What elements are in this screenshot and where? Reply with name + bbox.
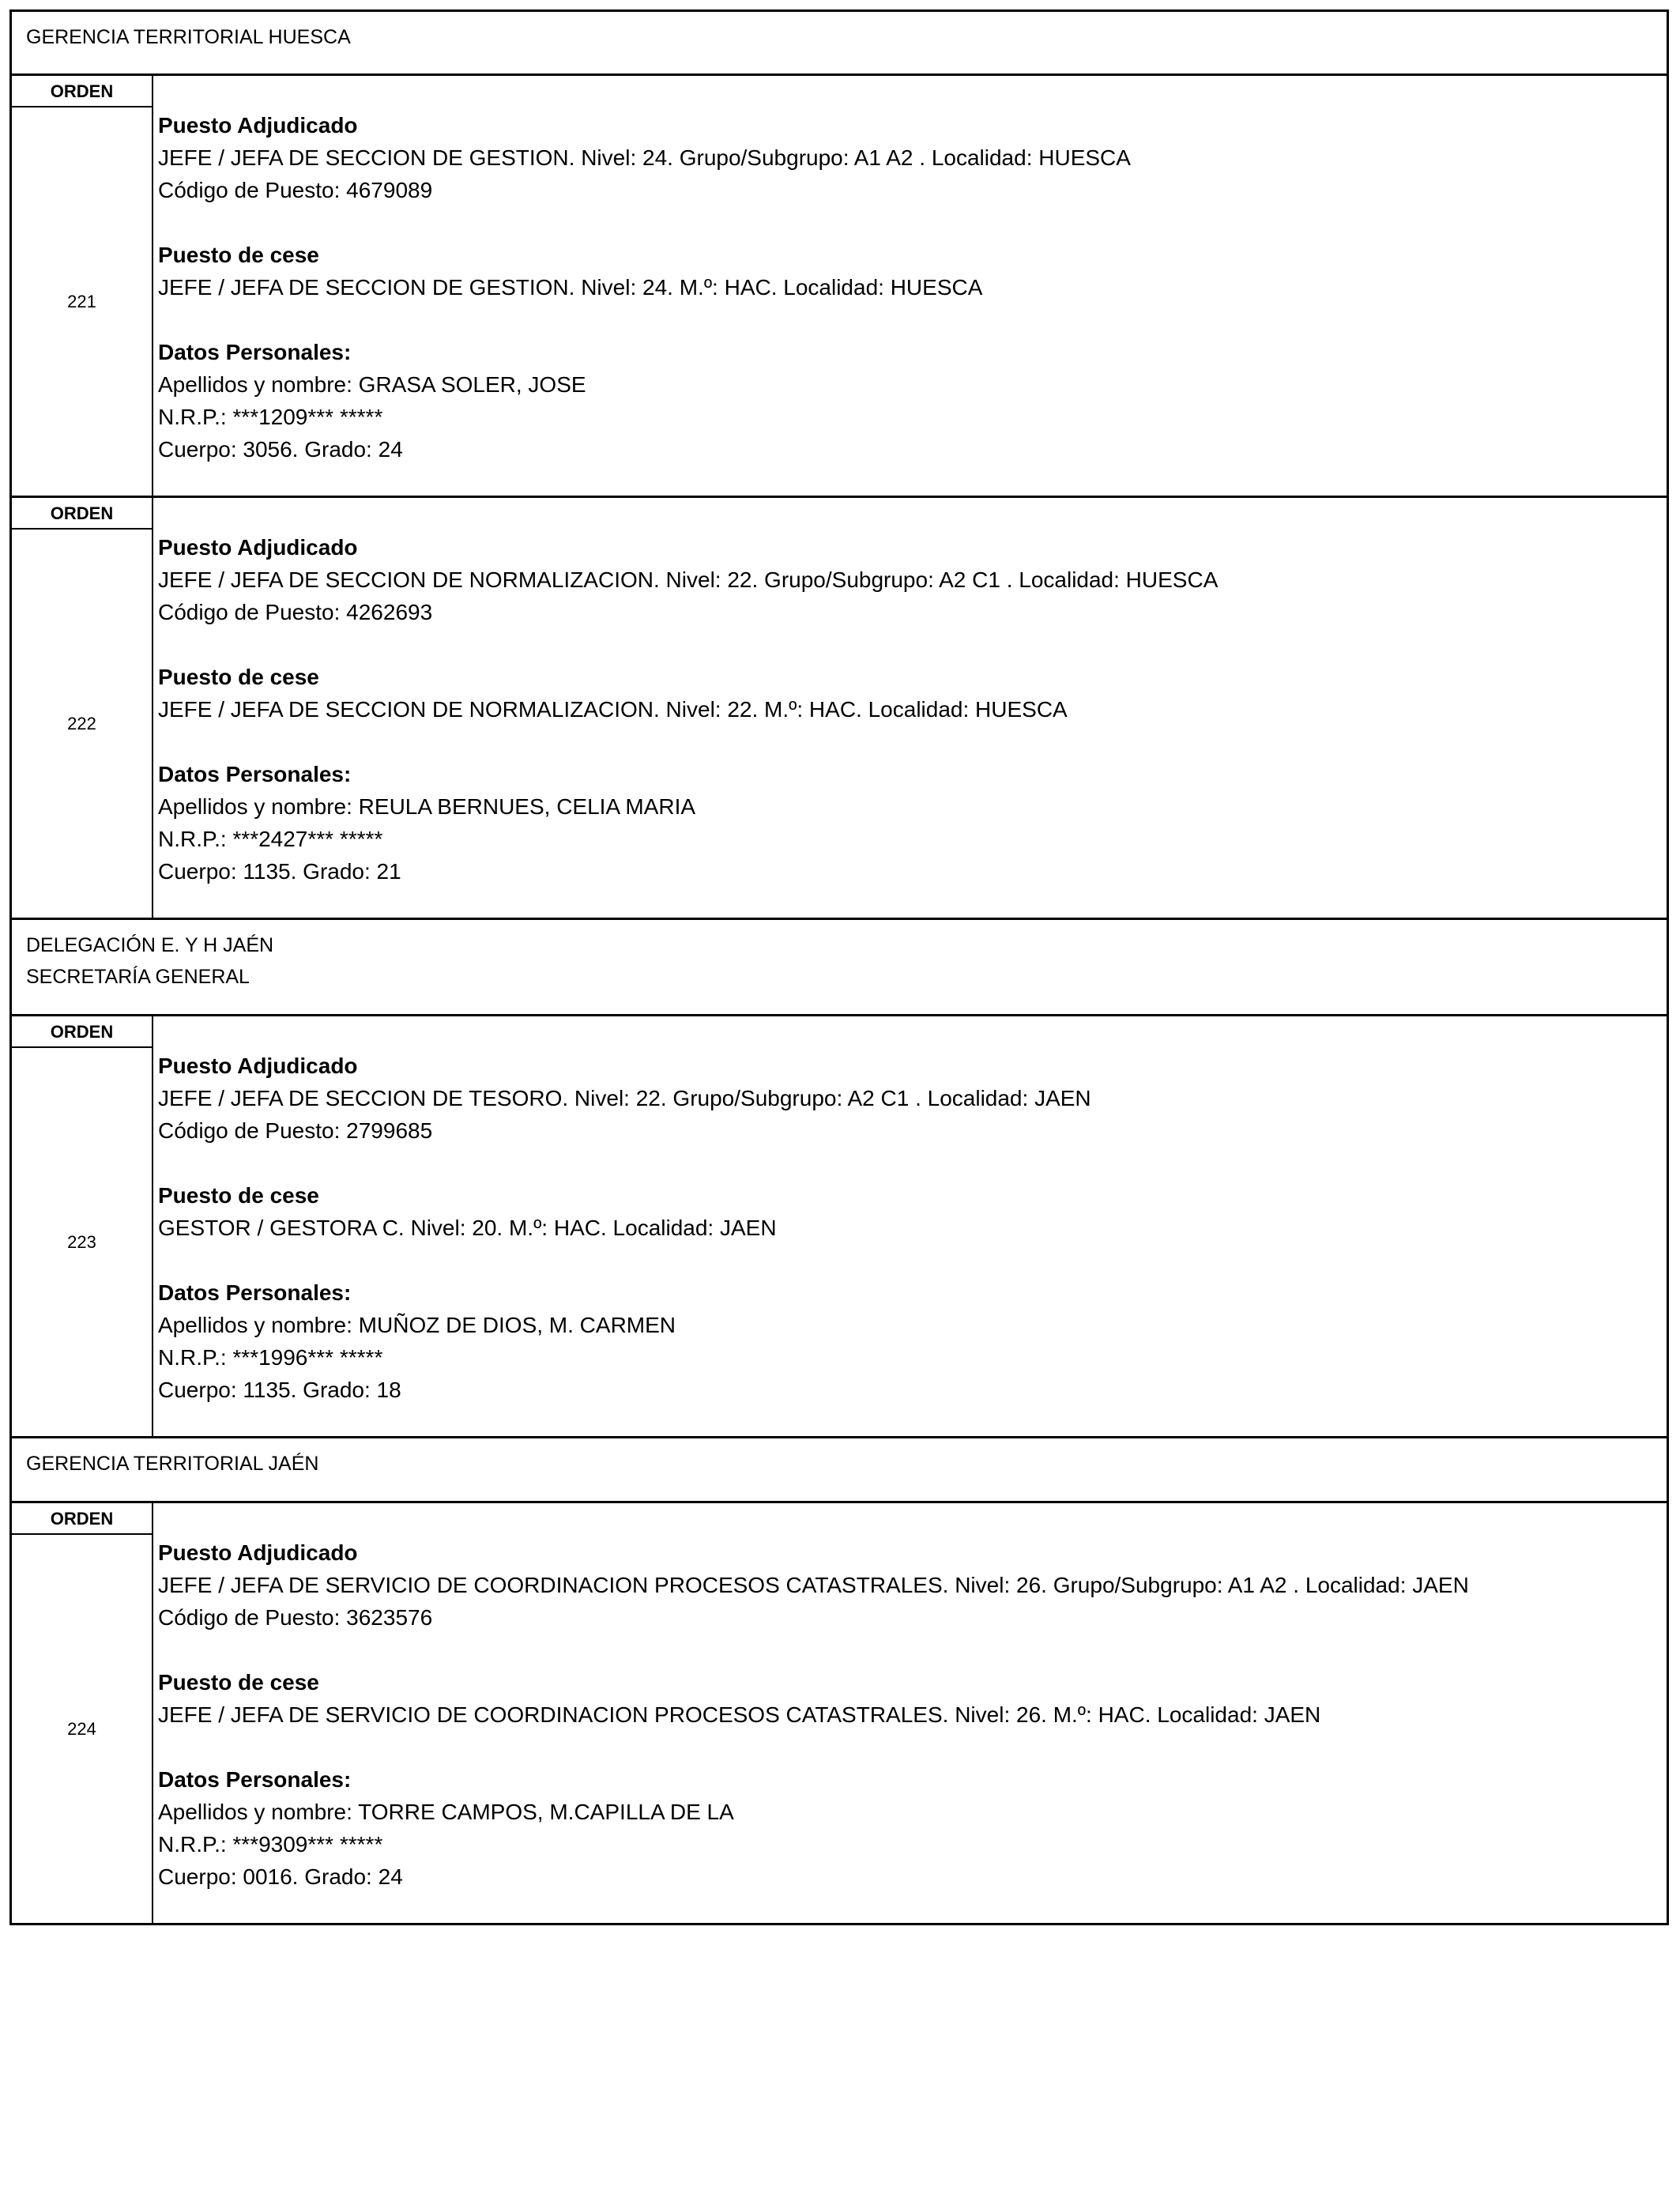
cese-title: Puesto de cese bbox=[158, 1670, 319, 1695]
cese-line: JEFE / JEFA DE SECCION DE GESTION. Nivel: 24. M.º: HAC. Localidad: HUESCA bbox=[158, 275, 983, 300]
orden-label: ORDEN bbox=[12, 1016, 152, 1048]
orden-label: ORDEN bbox=[12, 1503, 152, 1535]
cese-line: JEFE / JEFA DE SECCION DE NORMALIZACION. Nivel: 22. M.º: HAC. Localidad: HUESCA bbox=[158, 697, 1068, 722]
apellidos-nombre: Apellidos y nombre: GRASA SOLER, JOSE bbox=[158, 372, 586, 397]
orden-number: 223 bbox=[67, 1231, 96, 1252]
cese-title: Puesto de cese bbox=[158, 665, 319, 689]
section-header-line: SECRETARÍA GENERAL bbox=[26, 966, 250, 988]
cuerpo-grado: Cuerpo: 3056. Grado: 24 bbox=[158, 437, 403, 462]
section-header-line: GERENCIA TERRITORIAL HUESCA bbox=[26, 26, 351, 48]
orden-label: ORDEN bbox=[12, 498, 152, 530]
orden-column bbox=[12, 498, 153, 918]
orden-label: ORDEN bbox=[12, 76, 152, 107]
adjudicado-line: JEFE / JEFA DE SECCION DE GESTION. Nivel: 24. Grupo/Subgrupo: A1 A2 . Localidad: HUESCA bbox=[158, 145, 1131, 170]
cuerpo-grado: Cuerpo: 1135. Grado: 21 bbox=[158, 859, 401, 884]
orden-number: 224 bbox=[67, 1718, 96, 1739]
entry-row bbox=[9, 1503, 1669, 1925]
adjudicado-title: Puesto Adjudicado bbox=[158, 535, 358, 560]
datos-title: Datos Personales: bbox=[158, 762, 352, 786]
apellidos-nombre: Apellidos y nombre: MUÑOZ DE DIOS, M. CARMEN bbox=[158, 1313, 676, 1337]
adjudicado-line: JEFE / JEFA DE SECCION DE TESORO. Nivel: 22. Grupo/Subgrupo: A2 C1 . Localidad: JAEN bbox=[158, 1086, 1091, 1110]
codigo-puesto: Código de Puesto: 4262693 bbox=[158, 600, 433, 624]
entry-row bbox=[9, 76, 1669, 498]
datos-title: Datos Personales: bbox=[158, 340, 352, 364]
orden-number: 222 bbox=[67, 713, 96, 733]
entry-content bbox=[153, 498, 1667, 918]
cese-line: JEFE / JEFA DE SERVICIO DE COORDINACION PROCESOS CATASTRALES. Nivel: 26. M.º: HAC. Localidad: JAEN bbox=[158, 1702, 1321, 1727]
entry-content bbox=[153, 1503, 1667, 1923]
adjudicado-line: JEFE / JEFA DE SERVICIO DE COORDINACION PROCESOS CATASTRALES. Nivel: 26. Grupo/Subgrupo: A1 A2 . Localidad: JAEN bbox=[158, 1573, 1469, 1597]
cese-title: Puesto de cese bbox=[158, 243, 319, 267]
nrp: N.R.P.: ***1209*** ***** bbox=[158, 405, 383, 429]
nrp: N.R.P.: ***2427*** ***** bbox=[158, 827, 383, 851]
section-header-line: DELEGACIÓN E. Y H JAÉN bbox=[26, 934, 274, 956]
apellidos-nombre: Apellidos y nombre: REULA BERNUES, CELIA MARIA bbox=[158, 794, 696, 819]
orden-column bbox=[12, 1016, 153, 1436]
adjudicado-title: Puesto Adjudicado bbox=[158, 1540, 358, 1565]
codigo-puesto: Código de Puesto: 4679089 bbox=[158, 178, 433, 202]
nrp: N.R.P.: ***1996*** ***** bbox=[158, 1345, 383, 1370]
codigo-puesto: Código de Puesto: 2799685 bbox=[158, 1118, 433, 1143]
entry-content bbox=[153, 1016, 1667, 1436]
codigo-puesto: Código de Puesto: 3623576 bbox=[158, 1605, 433, 1630]
entry-row bbox=[9, 498, 1669, 920]
cese-line: GESTOR / GESTORA C. Nivel: 20. M.º: HAC. Localidad: JAEN bbox=[158, 1216, 777, 1240]
orden-column bbox=[12, 1503, 153, 1923]
cese-title: Puesto de cese bbox=[158, 1183, 319, 1208]
cuerpo-grado: Cuerpo: 0016. Grado: 24 bbox=[158, 1864, 403, 1889]
datos-title: Datos Personales: bbox=[158, 1280, 352, 1305]
orden-number: 221 bbox=[67, 291, 96, 311]
section-header bbox=[9, 9, 1669, 76]
section-header bbox=[9, 1438, 1669, 1503]
nrp: N.R.P.: ***9309*** ***** bbox=[158, 1832, 383, 1857]
adjudicado-line: JEFE / JEFA DE SECCION DE NORMALIZACION. Nivel: 22. Grupo/Subgrupo: A2 C1 . Localidad: HUESCA bbox=[158, 567, 1219, 592]
entry-row bbox=[9, 1016, 1669, 1438]
adjudicado-title: Puesto Adjudicado bbox=[158, 1054, 358, 1078]
entry-content bbox=[153, 76, 1667, 496]
apellidos-nombre: Apellidos y nombre: TORRE CAMPOS, M.CAPILLA DE LA bbox=[158, 1800, 734, 1824]
adjudicado-title: Puesto Adjudicado bbox=[158, 113, 358, 138]
section-header bbox=[9, 920, 1669, 1016]
document-table bbox=[9, 9, 1669, 1925]
cuerpo-grado: Cuerpo: 1135. Grado: 18 bbox=[158, 1378, 401, 1402]
orden-column bbox=[12, 76, 153, 496]
datos-title: Datos Personales: bbox=[158, 1767, 352, 1792]
section-header-line: GERENCIA TERRITORIAL JAÉN bbox=[26, 1453, 319, 1475]
